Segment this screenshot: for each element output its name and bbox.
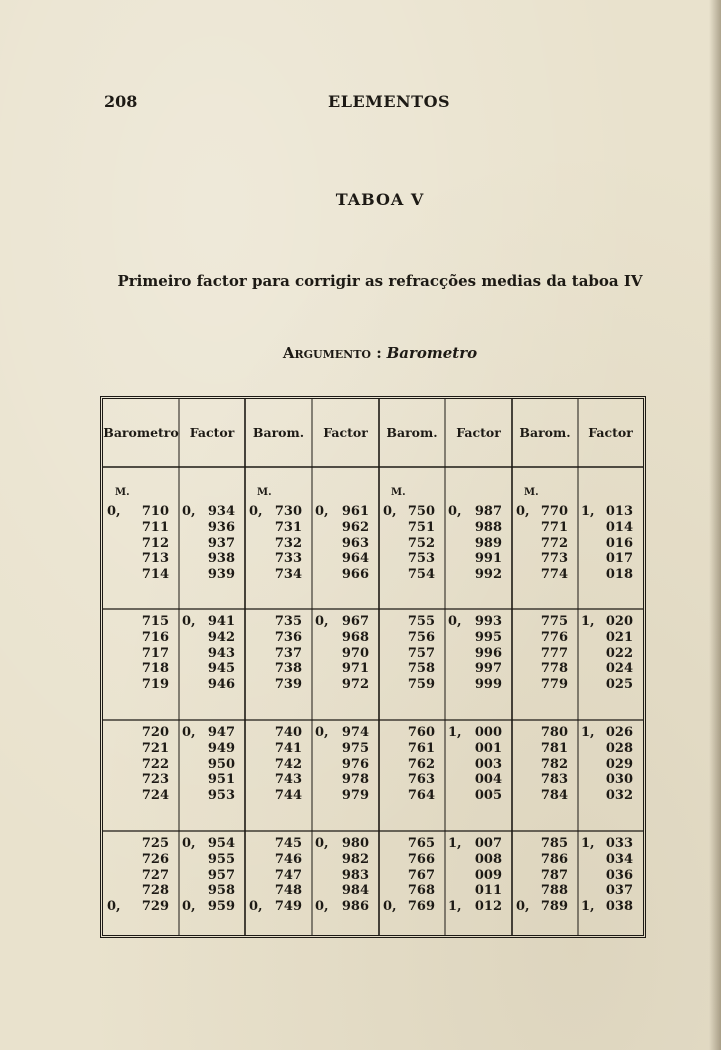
barometer-value: 712 bbox=[141, 535, 169, 551]
table-subtitle: Primeiro factor para corrigir as refracções medias da taboa IV bbox=[117, 272, 643, 290]
factor-value: 971 bbox=[341, 661, 369, 677]
barometer-value: 778 bbox=[540, 661, 568, 677]
barometer-value: 780 bbox=[540, 725, 568, 740]
barometer-prefix: 0, bbox=[249, 504, 263, 519]
column-header: Barom. bbox=[252, 425, 305, 440]
barometer-value: 752 bbox=[407, 535, 435, 551]
barometer-value: 738 bbox=[274, 661, 302, 677]
barometer-prefix: 0, bbox=[249, 899, 263, 915]
factor-value: 947 bbox=[207, 725, 235, 740]
barometer-value: 739 bbox=[274, 677, 302, 693]
factor-value: 011 bbox=[474, 883, 502, 899]
factor-value: 005 bbox=[474, 788, 502, 804]
barometer-value: 773 bbox=[540, 551, 568, 567]
barometer-prefix: 0, bbox=[107, 899, 121, 915]
barometer-value: 719 bbox=[141, 677, 169, 693]
barometer-value: 735 bbox=[274, 614, 302, 629]
factor-prefix: 0, bbox=[315, 725, 329, 740]
factor-value: 999 bbox=[474, 677, 502, 693]
barometer-value: 753 bbox=[407, 551, 435, 567]
factor-value: 953 bbox=[207, 788, 235, 804]
factor-value: 975 bbox=[341, 740, 369, 756]
page-edge-shadow bbox=[709, 0, 721, 1050]
factor-value: 942 bbox=[207, 629, 235, 645]
factor-prefix: 0, bbox=[182, 614, 196, 629]
factor-value: 986 bbox=[341, 899, 369, 915]
barometer-value: 733 bbox=[274, 551, 302, 567]
barometer-value: 762 bbox=[407, 756, 435, 772]
barometer-value: 760 bbox=[407, 725, 435, 740]
barometer-prefix: 0, bbox=[107, 504, 121, 519]
barometer-value: 710 bbox=[141, 504, 169, 519]
factor-value: 943 bbox=[207, 645, 235, 661]
barometer-value: 782 bbox=[540, 756, 568, 772]
factor-value: 013 bbox=[605, 504, 633, 519]
factor-value: 941 bbox=[207, 614, 235, 629]
factor-prefix: 1, bbox=[581, 836, 595, 851]
barometer-value: 725 bbox=[141, 836, 169, 851]
factor-value: 954 bbox=[207, 836, 235, 851]
factor-prefix: 0, bbox=[315, 899, 329, 915]
factor-prefix: 0, bbox=[315, 504, 329, 519]
barometer-value: 724 bbox=[141, 788, 169, 804]
barometer-prefix: 0, bbox=[516, 899, 530, 915]
factor-value: 009 bbox=[474, 867, 502, 883]
barometer-value: 737 bbox=[274, 645, 302, 661]
barometer-value: 763 bbox=[407, 772, 435, 788]
table-title: TABOA V bbox=[335, 190, 425, 209]
barometer-value: 714 bbox=[141, 567, 169, 583]
barometer-value: 731 bbox=[274, 519, 302, 535]
factor-value: 988 bbox=[474, 519, 502, 535]
running-head: ELEMENTOS bbox=[328, 92, 451, 111]
barometer-prefix: 0, bbox=[516, 504, 530, 519]
factor-prefix: 0, bbox=[315, 836, 329, 851]
factor-value: 963 bbox=[341, 535, 369, 551]
barometer-value: 721 bbox=[141, 740, 169, 756]
barometer-value: 727 bbox=[141, 867, 169, 883]
barometer-value: 746 bbox=[274, 851, 302, 867]
column-header: Barom. bbox=[519, 425, 571, 440]
barometer-factor-table bbox=[100, 396, 646, 938]
barometer-value: 749 bbox=[274, 899, 302, 915]
unit-label: M. bbox=[115, 487, 130, 498]
factor-prefix: 1, bbox=[448, 899, 462, 915]
barometer-value: 769 bbox=[407, 899, 435, 915]
factor-value: 979 bbox=[341, 788, 369, 804]
factor-value: 026 bbox=[605, 725, 633, 740]
factor-value: 020 bbox=[605, 614, 633, 629]
factor-value: 017 bbox=[605, 551, 633, 567]
barometer-value: 745 bbox=[274, 836, 302, 851]
barometer-value: 776 bbox=[540, 629, 568, 645]
factor-value: 996 bbox=[474, 645, 502, 661]
factor-value: 968 bbox=[341, 629, 369, 645]
factor-prefix: 1, bbox=[448, 836, 462, 851]
factor-value: 957 bbox=[207, 867, 235, 883]
column-header: Factor bbox=[323, 425, 368, 440]
factor-value: 991 bbox=[474, 551, 502, 567]
factor-value: 030 bbox=[605, 772, 633, 788]
factor-value: 029 bbox=[605, 756, 633, 772]
factor-value: 032 bbox=[605, 788, 633, 804]
barometer-value: 717 bbox=[141, 645, 169, 661]
factor-value: 038 bbox=[605, 899, 633, 915]
factor-value: 974 bbox=[341, 725, 369, 740]
factor-value: 993 bbox=[474, 614, 502, 629]
factor-value: 955 bbox=[207, 851, 235, 867]
factor-value: 936 bbox=[207, 519, 235, 535]
barometer-value: 728 bbox=[141, 883, 169, 899]
barometer-value: 761 bbox=[407, 740, 435, 756]
barometer-value: 770 bbox=[540, 504, 568, 519]
barometer-value: 718 bbox=[141, 661, 169, 677]
factor-value: 967 bbox=[341, 614, 369, 629]
factor-prefix: 1, bbox=[448, 725, 462, 740]
barometer-value: 788 bbox=[540, 883, 568, 899]
factor-value: 964 bbox=[341, 551, 369, 567]
factor-prefix: 0, bbox=[182, 725, 196, 740]
barometer-value: 713 bbox=[141, 551, 169, 567]
column-header: Barom. bbox=[386, 425, 438, 440]
barometer-value: 787 bbox=[540, 867, 568, 883]
factor-prefix: 1, bbox=[581, 725, 595, 740]
factor-value: 036 bbox=[605, 867, 633, 883]
barometer-value: 736 bbox=[274, 629, 302, 645]
factor-prefix: 0, bbox=[448, 504, 462, 519]
factor-value: 938 bbox=[207, 551, 235, 567]
barometer-value: 759 bbox=[407, 677, 435, 693]
factor-prefix: 1, bbox=[581, 504, 595, 519]
barometer-value: 751 bbox=[407, 519, 435, 535]
barometer-value: 789 bbox=[540, 899, 568, 915]
factor-prefix: 0, bbox=[182, 899, 196, 915]
barometer-prefix: 0, bbox=[383, 899, 397, 915]
barometer-value: 726 bbox=[141, 851, 169, 867]
barometer-value: 779 bbox=[540, 677, 568, 693]
column-header: Factor bbox=[456, 425, 501, 440]
factor-value: 958 bbox=[207, 883, 235, 899]
column-header: Factor bbox=[588, 425, 633, 440]
factor-value: 976 bbox=[341, 756, 369, 772]
barometer-value: 723 bbox=[141, 772, 169, 788]
factor-value: 978 bbox=[341, 772, 369, 788]
barometer-value: 771 bbox=[540, 519, 568, 535]
factor-prefix: 1, bbox=[581, 614, 595, 629]
factor-value: 984 bbox=[341, 883, 369, 899]
factor-value: 000 bbox=[474, 725, 502, 740]
barometer-value: 743 bbox=[274, 772, 302, 788]
barometer-value: 781 bbox=[540, 740, 568, 756]
page-number: 208 bbox=[104, 92, 138, 111]
barometer-value: 774 bbox=[540, 567, 568, 583]
factor-value: 028 bbox=[605, 740, 633, 756]
barometer-value: 744 bbox=[274, 788, 302, 804]
barometer-value: 757 bbox=[407, 645, 435, 661]
factor-prefix: 0, bbox=[315, 614, 329, 629]
barometer-value: 767 bbox=[407, 867, 435, 883]
factor-value: 024 bbox=[605, 661, 633, 677]
barometer-value: 734 bbox=[274, 567, 302, 583]
barometer-value: 756 bbox=[407, 629, 435, 645]
factor-value: 987 bbox=[474, 504, 502, 519]
barometer-value: 750 bbox=[407, 504, 435, 519]
barometer-value: 765 bbox=[407, 836, 435, 851]
factor-value: 003 bbox=[474, 756, 502, 772]
argument-value: Barometro bbox=[386, 344, 478, 362]
barometer-value: 764 bbox=[407, 788, 435, 804]
factor-value: 972 bbox=[341, 677, 369, 693]
factor-value: 995 bbox=[474, 629, 502, 645]
factor-prefix: 0, bbox=[182, 504, 196, 519]
factor-value: 033 bbox=[605, 836, 633, 851]
barometer-value: 715 bbox=[141, 614, 169, 629]
factor-value: 008 bbox=[474, 851, 502, 867]
page-header bbox=[104, 92, 644, 114]
barometer-value: 747 bbox=[274, 867, 302, 883]
factor-value: 997 bbox=[474, 661, 502, 677]
barometer-value: 775 bbox=[540, 614, 568, 629]
factor-value: 025 bbox=[605, 677, 633, 693]
barometer-value: 758 bbox=[407, 661, 435, 677]
barometer-value: 786 bbox=[540, 851, 568, 867]
factor-value: 962 bbox=[341, 519, 369, 535]
factor-value: 980 bbox=[341, 836, 369, 851]
barometer-value: 720 bbox=[141, 725, 169, 740]
factor-value: 021 bbox=[605, 629, 633, 645]
factor-value: 989 bbox=[474, 535, 502, 551]
factor-value: 934 bbox=[207, 504, 235, 519]
factor-value: 946 bbox=[207, 677, 235, 693]
barometer-value: 768 bbox=[407, 883, 435, 899]
barometer-value: 754 bbox=[407, 567, 435, 583]
factor-prefix: 1, bbox=[581, 899, 595, 915]
factor-value: 939 bbox=[207, 567, 235, 583]
factor-prefix: 0, bbox=[448, 614, 462, 629]
factor-value: 018 bbox=[605, 567, 633, 583]
barometer-value: 722 bbox=[141, 756, 169, 772]
unit-label: M. bbox=[524, 487, 539, 498]
barometer-value: 711 bbox=[141, 519, 169, 535]
factor-value: 945 bbox=[207, 661, 235, 677]
barometer-value: 729 bbox=[141, 899, 169, 915]
barometer-value: 766 bbox=[407, 851, 435, 867]
factor-value: 983 bbox=[341, 867, 369, 883]
factor-value: 016 bbox=[605, 535, 633, 551]
factor-value: 950 bbox=[207, 756, 235, 772]
table-argument bbox=[160, 344, 600, 362]
barometer-value: 772 bbox=[540, 535, 568, 551]
column-header: Factor bbox=[189, 425, 235, 440]
factor-value: 937 bbox=[207, 535, 235, 551]
factor-value: 966 bbox=[341, 567, 369, 583]
barometer-value: 784 bbox=[540, 788, 568, 804]
factor-value: 037 bbox=[605, 883, 633, 899]
factor-value: 982 bbox=[341, 851, 369, 867]
barometer-value: 730 bbox=[274, 504, 302, 519]
unit-label: M. bbox=[257, 487, 272, 498]
column-header: Barometro bbox=[103, 425, 179, 440]
barometer-value: 755 bbox=[407, 614, 435, 629]
barometer-value: 777 bbox=[540, 645, 568, 661]
barometer-value: 741 bbox=[274, 740, 302, 756]
factor-value: 959 bbox=[207, 899, 235, 915]
barometer-value: 748 bbox=[274, 883, 302, 899]
factor-value: 022 bbox=[605, 645, 633, 661]
factor-value: 012 bbox=[474, 899, 502, 915]
barometer-prefix: 0, bbox=[383, 504, 397, 519]
factor-prefix: 0, bbox=[182, 836, 196, 851]
factor-value: 970 bbox=[341, 645, 369, 661]
barometer-value: 783 bbox=[540, 772, 568, 788]
factor-value: 004 bbox=[474, 772, 502, 788]
barometer-value: 785 bbox=[540, 836, 568, 851]
factor-value: 992 bbox=[474, 567, 502, 583]
factor-value: 007 bbox=[474, 836, 502, 851]
barometer-value: 742 bbox=[274, 756, 302, 772]
factor-value: 951 bbox=[207, 772, 235, 788]
barometer-value: 740 bbox=[274, 725, 302, 740]
factor-value: 949 bbox=[207, 740, 235, 756]
unit-label: M. bbox=[391, 487, 406, 498]
argument-label: Argumento : bbox=[282, 344, 382, 362]
factor-value: 001 bbox=[474, 740, 502, 756]
barometer-value: 716 bbox=[141, 629, 169, 645]
factor-value: 014 bbox=[605, 519, 633, 535]
factor-value: 961 bbox=[341, 504, 369, 519]
barometer-value: 732 bbox=[274, 535, 302, 551]
factor-value: 034 bbox=[605, 851, 633, 867]
